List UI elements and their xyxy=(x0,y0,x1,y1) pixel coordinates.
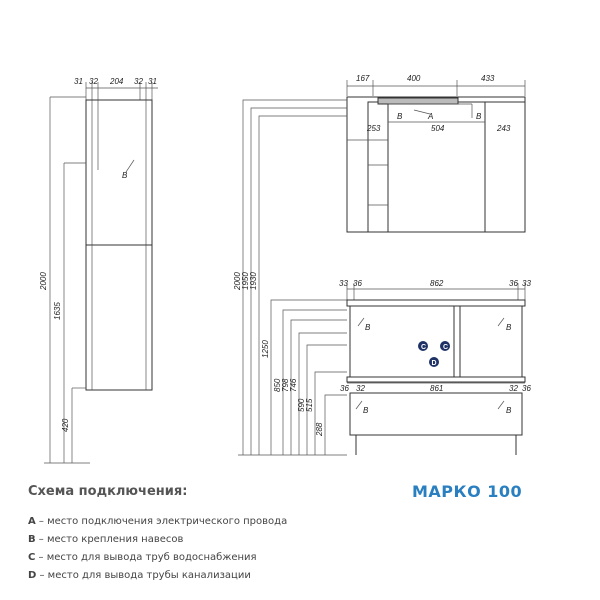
dim-cab-33b: 33 xyxy=(522,279,531,288)
marker-a: A xyxy=(428,112,434,121)
dim-side-2000: 2000 xyxy=(39,272,48,290)
dim-mirror-433: 433 xyxy=(481,74,495,83)
dim-cab-32b: 32 xyxy=(509,384,518,393)
marker-b-cab-left: B xyxy=(365,323,371,332)
marker-d-label: D xyxy=(431,360,437,367)
marker-b-mirror-right: B xyxy=(476,112,482,121)
dim-h-1250: 1250 xyxy=(261,340,270,358)
dim-side-1635: 1635 xyxy=(53,302,62,320)
dim-mirror-243: 243 xyxy=(497,124,511,133)
marker-b-lower-right: B xyxy=(506,406,512,415)
marker-d xyxy=(429,357,439,367)
marker-c-right-label: C xyxy=(443,344,449,351)
dim-cab-36c: 36 xyxy=(340,384,349,393)
dim-side-32a: 32 xyxy=(89,77,98,86)
dim-mirror-167: 167 xyxy=(356,74,370,83)
marker-b-side: B xyxy=(122,171,128,180)
marker-c-left xyxy=(418,341,428,351)
legend-item-c: C – место для вывода труб водоснабжения xyxy=(28,552,257,563)
dim-side-420: 420 xyxy=(61,418,70,432)
dim-side-204: 204 xyxy=(110,77,124,86)
legend-item-b: B – место крепления навесов xyxy=(28,534,184,545)
dim-cab-33a: 33 xyxy=(339,279,348,288)
marker-b-cab-right: B xyxy=(506,323,512,332)
dim-mirror-253: 253 xyxy=(367,124,381,133)
dim-h-2000: 2000 xyxy=(233,272,242,290)
marker-c-right xyxy=(440,341,450,351)
dim-h-590: 590 xyxy=(297,398,306,412)
dim-h-1930: 1930 xyxy=(249,272,258,290)
dim-side-31a: 31 xyxy=(74,77,83,86)
dim-h-798: 798 xyxy=(281,378,290,392)
dim-h-746: 746 xyxy=(289,378,298,392)
marker-b-mirror-left: B xyxy=(397,112,403,121)
dim-h-288: 288 xyxy=(315,422,324,436)
dim-cab-36b: 36 xyxy=(509,279,518,288)
dim-cab-862: 862 xyxy=(430,279,444,288)
side-view xyxy=(39,77,158,463)
model-name: МАРКО 100 xyxy=(412,482,523,501)
marker-c-left-label: C xyxy=(421,344,427,351)
dim-cab-32a: 32 xyxy=(356,384,365,393)
dim-mirror-400: 400 xyxy=(407,74,421,83)
diagram-title: Схема подключения: xyxy=(28,484,188,499)
dim-h-1950: 1950 xyxy=(241,272,250,290)
dim-h-850: 850 xyxy=(273,378,282,392)
dim-cab-36d: 36 xyxy=(522,384,531,393)
legend-item-d: D – место для вывода трубы канализации xyxy=(28,570,251,581)
dim-cab-36a: 36 xyxy=(353,279,362,288)
front-view xyxy=(233,74,531,455)
legend-list xyxy=(28,513,287,585)
marker-b-lower-left: B xyxy=(363,406,369,415)
dim-side-32b: 32 xyxy=(134,77,143,86)
legend-item-a: A – место подключения электрического провода xyxy=(28,516,288,527)
dim-cab-861: 861 xyxy=(430,384,444,393)
dim-h-515: 515 xyxy=(305,398,314,412)
dim-mirror-504: 504 xyxy=(431,124,445,133)
dim-side-31b: 31 xyxy=(148,77,157,86)
